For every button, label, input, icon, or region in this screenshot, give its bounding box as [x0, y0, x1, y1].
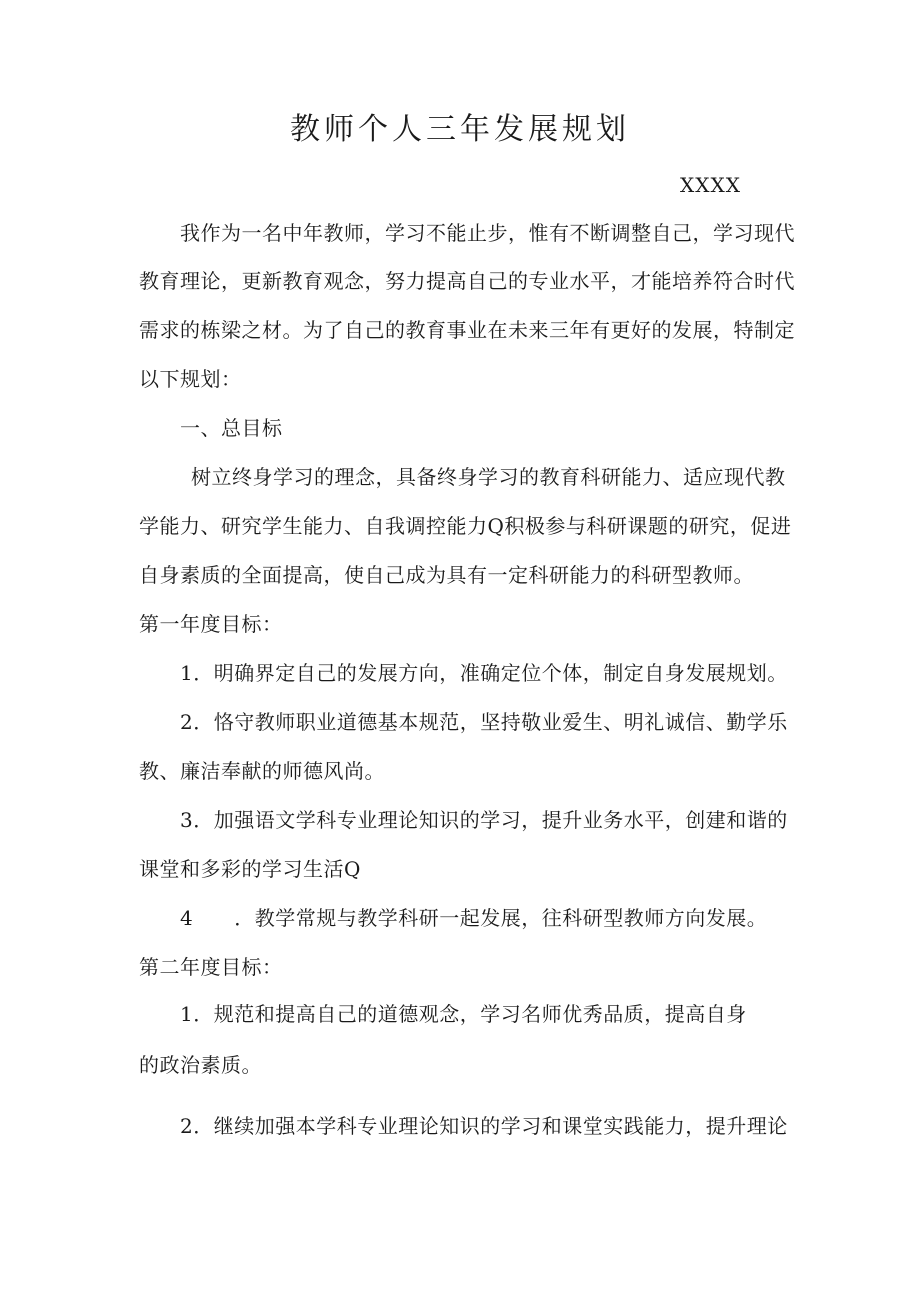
- list-item: 3．加强语文学科专业理论知识的学习，提升业务水平，创建和谐的: [180, 808, 788, 832]
- paragraph-line: 学能力、研究学生能力、自我调控能力Q积极参与科研课题的研究，促进: [139, 514, 792, 538]
- paragraph-line: 我作为一名中年教师，学习不能止步，惟有不断调整自己，学习现代: [180, 221, 795, 245]
- section-heading: 一、总目标: [180, 416, 283, 440]
- paragraph-line: 教育理论，更新教育观念，努力提高自己的专业水平，才能培养符合时代: [139, 269, 795, 293]
- list-item-continuation: 教、廉洁奉献的师德风尚。: [139, 759, 385, 783]
- document-title: 教师个人三年发展规划: [290, 112, 630, 147]
- list-item: 4 ．教学常规与教学科研一起发展，往科研型教师方向发展。: [180, 906, 768, 930]
- subsection-heading: 第一年度目标：: [139, 612, 283, 636]
- list-item: 2．恪守教师职业道德基本规范，坚持敬业爱生、明礼诚信、勤学乐: [180, 710, 788, 734]
- paragraph-line: 以下规划：: [139, 367, 242, 391]
- paragraph-line: 需求的栋梁之材。为了自己的教育事业在未来三年有更好的发展，特制定: [139, 318, 795, 342]
- list-item: 1．规范和提高自己的道德观念，学习名师优秀品质，提高自身: [180, 1002, 747, 1026]
- list-item: 2．继续加强本学科专业理论知识的学习和课堂实践能力，提升理论: [180, 1114, 788, 1138]
- paragraph-line: 树立终身学习的理念，具备终身学习的教育科研能力、适应现代教: [191, 465, 786, 489]
- paragraph-line: 自身素质的全面提高，使自己成为具有一定科研能力的科研型教师。: [139, 563, 754, 587]
- list-item-continuation: 的政治素质。: [139, 1053, 262, 1077]
- author-name: XXXX: [680, 173, 741, 197]
- list-item-continuation: 课堂和多彩的学习生活Q: [139, 857, 361, 881]
- list-item: 1．明确界定自己的发展方向，准确定位个体，制定自身发展规划。: [180, 661, 788, 685]
- subsection-heading: 第二年度目标：: [139, 955, 283, 979]
